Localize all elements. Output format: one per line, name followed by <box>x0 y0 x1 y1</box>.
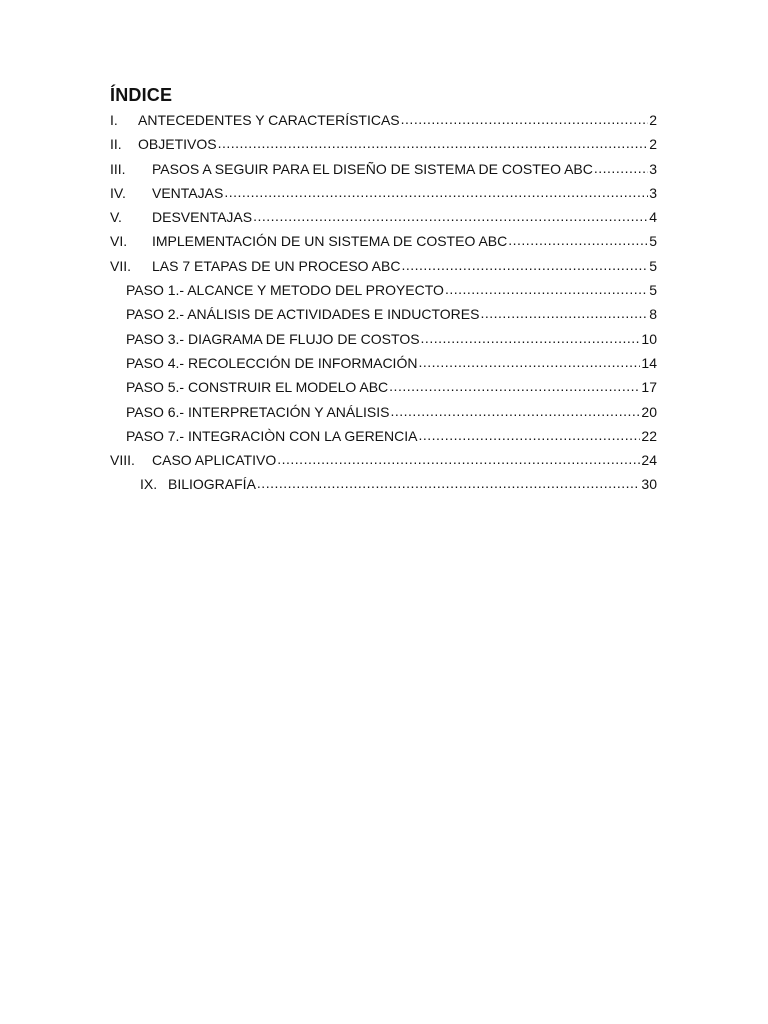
toc-entry[interactable] <box>110 351 657 375</box>
toc-entry-label: BILIOGRAFÍA <box>168 476 256 493</box>
toc-entry-label: IMPLEMENTACIÓN DE UN SISTEMA DE COSTEO ABC <box>152 233 508 250</box>
toc-dot-leader <box>418 423 640 447</box>
toc-entry-page: 22 <box>641 427 657 444</box>
toc-dot-leader <box>445 277 648 301</box>
toc-entry[interactable] <box>110 400 657 424</box>
toc-entry-label: LAS 7 ETAPAS DE UN PROCESO ABC <box>152 257 401 274</box>
toc-entry-page: 3 <box>649 184 657 201</box>
toc-entry-page: 2 <box>649 136 657 153</box>
toc-entry[interactable] <box>110 375 657 399</box>
toc-entry-page: 10 <box>641 330 657 347</box>
toc-entry-number: VII. <box>110 257 132 274</box>
toc-entry-page: 5 <box>649 233 657 250</box>
toc-entry-number: IX. <box>140 476 158 493</box>
toc-dot-leader <box>401 253 648 277</box>
toc-dot-leader <box>253 204 648 228</box>
toc-dot-leader <box>218 131 649 155</box>
toc-entry-label: PASO 5.- CONSTRUIR EL MODELO ABC <box>126 379 389 396</box>
toc-entry-label: PASO 1.- ALCANCE Y METODO DEL PROYECTO <box>126 282 444 299</box>
toc-entry-page: 14 <box>641 354 657 371</box>
toc-entry-label: PASO 7.- INTEGRACIÒN CON LA GERENCIA <box>126 427 418 444</box>
toc-dot-leader <box>277 447 640 471</box>
toc-title: ÍNDICE <box>110 85 173 105</box>
toc-dot-leader <box>224 180 648 204</box>
toc-entry-label: VENTAJAS <box>152 184 224 201</box>
toc-dot-leader <box>594 156 648 180</box>
toc-entry[interactable] <box>110 327 657 351</box>
toc-entry[interactable] <box>110 448 657 472</box>
toc-dot-leader <box>390 399 640 423</box>
toc-dot-leader <box>418 350 640 374</box>
toc-entry-number: III. <box>110 160 126 177</box>
toc-dot-leader <box>401 107 649 131</box>
toc-entry-label: DESVENTAJAS <box>152 209 253 226</box>
toc-entry-page: 24 <box>641 452 657 469</box>
toc-entry-label: ANTECEDENTES Y CARACTERÍSTICAS <box>138 112 400 128</box>
toc-entry-label: PASO 4.- RECOLECCIÓN DE INFORMACIÓN <box>126 354 418 371</box>
toc-entry-page: 17 <box>641 379 657 396</box>
toc-entry[interactable] <box>110 157 657 181</box>
toc-entry-page: 4 <box>649 209 657 226</box>
toc-dot-leader <box>389 374 640 398</box>
toc-entry-number: I. <box>110 112 118 128</box>
toc-dot-leader <box>508 228 648 252</box>
toc-entry-number: IV. <box>110 184 126 201</box>
toc-entry-page: 3 <box>649 160 657 177</box>
toc-dot-leader <box>257 471 641 495</box>
toc-entry-page: 2 <box>649 112 657 128</box>
toc-entry-label: PASO 6.- INTERPRETACIÓN Y ANÁLISIS <box>126 403 390 420</box>
toc-entry[interactable] <box>110 181 657 205</box>
toc-entry-number: V. <box>110 209 122 226</box>
toc-entry-number: VI. <box>110 233 128 250</box>
toc-entry[interactable] <box>110 205 657 229</box>
toc-entry-label: OBJETIVOS <box>138 136 217 153</box>
toc-entry-number: VIII. <box>110 452 135 469</box>
toc-entry[interactable] <box>110 302 657 326</box>
toc-dot-leader <box>480 301 648 325</box>
toc-entry[interactable] <box>110 278 657 302</box>
toc-entry[interactable] <box>110 472 657 496</box>
toc-entry-page: 30 <box>641 476 657 493</box>
toc-entry[interactable] <box>110 132 657 156</box>
toc-entry[interactable] <box>110 108 657 132</box>
toc-entry-label: PASOS A SEGUIR PARA EL DISEÑO DE SISTEMA DE COSTEO ABC <box>152 160 593 177</box>
toc-entry-page: 20 <box>641 403 657 420</box>
toc-entry-page: 5 <box>649 282 657 299</box>
toc-entry-label: PASO 3.- DIAGRAMA DE FLUJO DE COSTOS <box>126 330 420 347</box>
toc-entry[interactable] <box>110 254 657 278</box>
toc-entry-number: II. <box>110 136 122 153</box>
table-of-contents <box>110 108 657 497</box>
toc-entry-label: CASO APLICATIVO <box>152 452 277 469</box>
toc-entry-page: 5 <box>649 257 657 274</box>
toc-entry[interactable] <box>110 229 657 253</box>
toc-dot-leader <box>421 326 641 350</box>
toc-entry-label: PASO 2.- ANÁLISIS DE ACTIVIDADES E INDUCTORES <box>126 306 480 323</box>
toc-entry-page: 8 <box>649 306 657 323</box>
toc-entry[interactable] <box>110 424 657 448</box>
